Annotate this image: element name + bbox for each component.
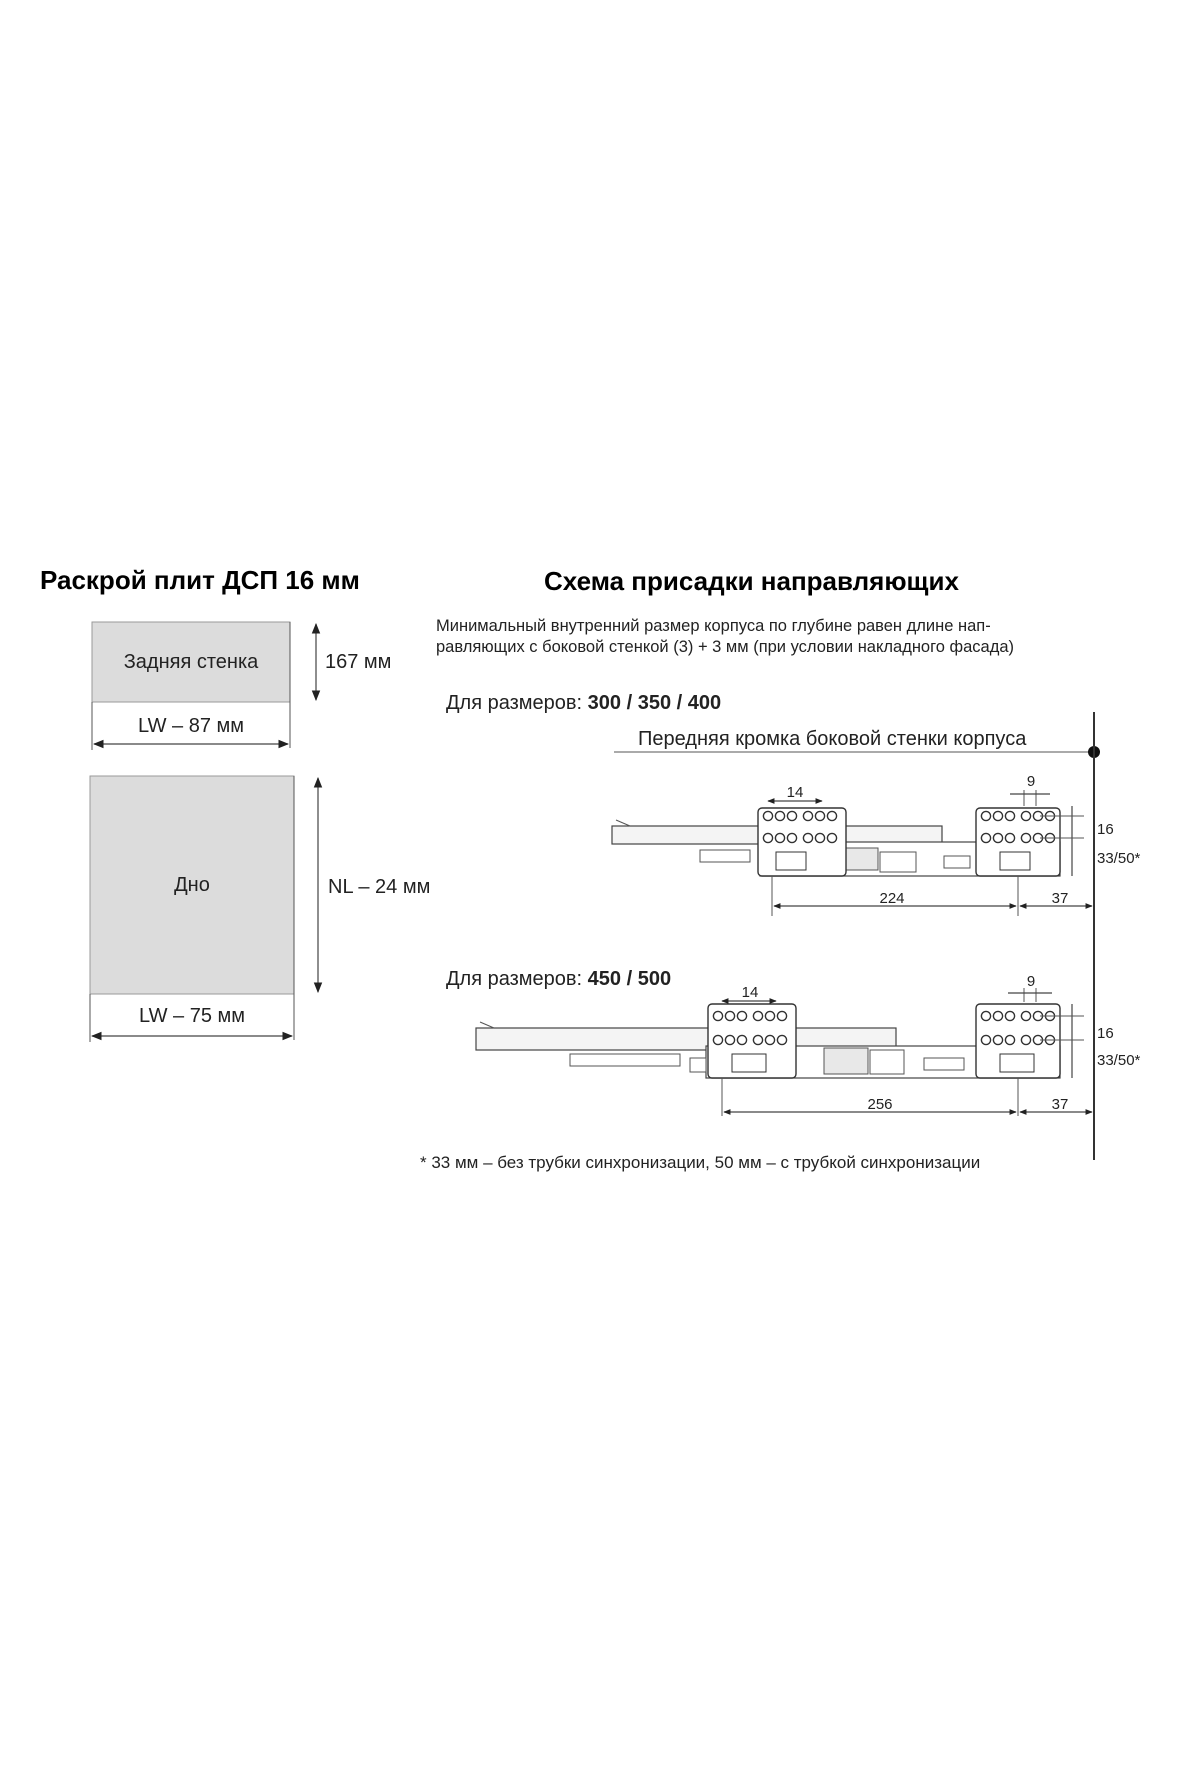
runner-a-dim-16-label: 16 — [1097, 821, 1114, 838]
mounting-hole — [993, 1035, 1002, 1044]
mounting-hole — [765, 1011, 774, 1020]
runner-a — [612, 773, 1141, 916]
runner-a-label-plate — [944, 856, 970, 868]
mounting-hole — [787, 811, 796, 820]
back-wall-width-label: LW – 87 мм — [137, 715, 245, 737]
mounting-hole — [737, 1035, 746, 1044]
scheme-title: Схема присадки направляющих — [544, 566, 959, 596]
back-wall-label: Задняя стенка — [123, 651, 259, 673]
runner-b-bracket-right-slot — [1000, 1054, 1034, 1072]
mounting-hole — [981, 811, 990, 820]
runner-b-spring — [824, 1048, 868, 1074]
mounting-hole — [1005, 1011, 1014, 1020]
bottom-height-label: NL – 24 мм — [328, 876, 431, 898]
runner-a-dim-37-label: 37 — [1051, 890, 1069, 907]
runner-b-tip — [480, 1022, 494, 1028]
mounting-hole — [827, 811, 836, 820]
runner-b — [476, 973, 1141, 1116]
mounting-hole — [737, 1011, 746, 1020]
mounting-hole — [981, 1011, 990, 1020]
runner-b-bracket-left-slot — [732, 1054, 766, 1072]
runner-b-dim-14-label: 14 — [741, 984, 759, 1001]
runner-a-bracket-right-slot — [1000, 852, 1030, 870]
mounting-hole — [993, 833, 1002, 842]
mounting-hole — [725, 1035, 734, 1044]
mounting-hole — [1005, 811, 1014, 820]
variant-b-prefix: Для размеров: — [446, 968, 588, 990]
mounting-hole — [815, 811, 824, 820]
variant-a-sizes: 300 / 350 / 400 — [587, 692, 722, 714]
runner-b-catch — [870, 1050, 904, 1074]
runner-b-dim-9-label: 9 — [1026, 973, 1036, 990]
runner-a-catch — [880, 852, 916, 872]
mounting-hole — [763, 811, 772, 820]
runner-a-dim-224-label: 224 — [879, 890, 905, 907]
mounting-hole — [981, 833, 990, 842]
mounting-hole — [827, 833, 836, 842]
mounting-hole — [1005, 833, 1014, 842]
mounting-hole — [763, 833, 772, 842]
runner-a-dim-14-label: 14 — [786, 784, 804, 801]
runner-b-dim-37-label: 37 — [1051, 1096, 1069, 1113]
runner-b-label-plate — [924, 1058, 964, 1070]
mounting-hole — [777, 1035, 786, 1044]
mounting-hole — [1021, 811, 1030, 820]
variant-a-header — [446, 692, 721, 714]
runner-a-tip — [616, 820, 630, 826]
mounting-hole — [775, 811, 784, 820]
runner-b-slider — [570, 1054, 680, 1066]
front-edge-label: Передняя кромка боковой стенки корпуса — [638, 728, 1027, 750]
mounting-hole — [803, 833, 812, 842]
mounting-hole — [815, 833, 824, 842]
runner-a-dim-33-label: 33/50* — [1097, 850, 1141, 867]
runner-b-dim-33-label: 33/50* — [1097, 1052, 1141, 1069]
bottom-width-label: LW – 75 мм — [138, 1005, 246, 1027]
mounting-hole — [803, 811, 812, 820]
runner-a-slider — [700, 850, 750, 862]
mounting-hole — [753, 1011, 762, 1020]
variant-b-sizes: 450 / 500 — [587, 968, 672, 990]
variant-a-prefix: Для размеров: — [446, 692, 588, 714]
mounting-hole — [1021, 1011, 1030, 1020]
mounting-hole — [725, 1011, 734, 1020]
mounting-hole — [777, 1011, 786, 1020]
mounting-hole — [713, 1035, 722, 1044]
description-line-2: равляющих с боковой стенкой (3) + 3 мм (при условии накладного фасада) — [436, 638, 1014, 656]
runner-a-bracket-left-slot — [776, 852, 806, 870]
cutting-title: Раскрой плит ДСП 16 мм — [40, 565, 360, 595]
mounting-hole — [981, 1035, 990, 1044]
mounting-hole — [993, 1011, 1002, 1020]
bottom-label: Дно — [174, 874, 210, 896]
runner-b-dim-16-label: 16 — [1097, 1025, 1114, 1042]
mounting-hole — [713, 1011, 722, 1020]
variant-b-header — [446, 968, 671, 990]
mounting-hole — [765, 1035, 774, 1044]
mounting-hole — [775, 833, 784, 842]
mounting-hole — [1005, 1035, 1014, 1044]
mounting-hole — [753, 1035, 762, 1044]
mounting-hole — [993, 811, 1002, 820]
mounting-hole — [1021, 1035, 1030, 1044]
footnote: * 33 мм – без трубки синхронизации, 50 мм – с трубкой синхронизации — [420, 1153, 981, 1172]
runner-b-dim-256-label: 256 — [867, 1096, 893, 1113]
runner-a-dim-9-label: 9 — [1026, 773, 1036, 790]
back-wall-height-label: 167 мм — [325, 651, 392, 673]
runner-b-stopper — [690, 1058, 706, 1072]
description-line-1: Минимальный внутренний размер корпуса по глубине равен длине нап- — [436, 617, 991, 635]
mounting-hole — [787, 833, 796, 842]
mounting-hole — [1021, 833, 1030, 842]
